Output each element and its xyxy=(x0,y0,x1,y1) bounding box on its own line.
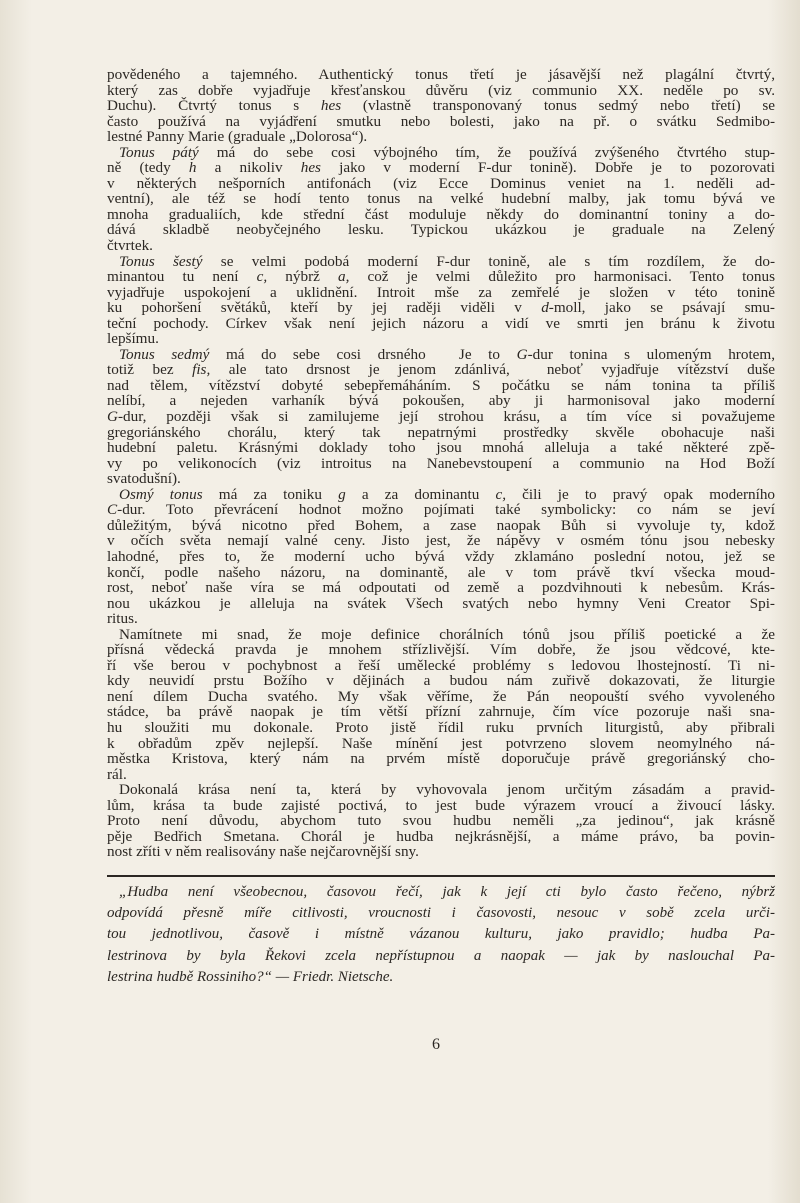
italic-term: Tonus šestý xyxy=(119,252,203,270)
paragraph xyxy=(107,627,775,782)
text-run: končí, podle našeho názoru, na dominantě, ale v tom právě tkví všecka moud- xyxy=(107,563,775,581)
text-run: se velmi podobá moderní F-dur tonině, ale s tím rozdílem, že do- xyxy=(202,252,776,270)
text-line xyxy=(107,114,775,130)
text-line xyxy=(107,829,775,845)
text-line xyxy=(107,331,775,347)
text-run: ritus. xyxy=(107,610,138,628)
text-run: a za dominantu xyxy=(345,485,496,503)
text-line xyxy=(107,767,775,783)
text-run: mnoha gradualiích, kde střední část moduluje někdy do dominantní toniny a do- xyxy=(107,205,775,223)
text-line xyxy=(107,393,775,409)
text-line xyxy=(107,658,775,674)
body-text xyxy=(107,67,775,860)
paragraph xyxy=(107,254,775,347)
text-run: totiž bez xyxy=(107,361,193,379)
text-line xyxy=(107,285,775,301)
text-run: lepšímu. xyxy=(107,330,159,348)
text-run: lům, krása ta bude zajisté poctivá, to jest bude výrazem vroucí a živoucí lásky. xyxy=(107,796,775,814)
text-run: k obřadům zpěv nejlepší. Naše mínění jest potvrzeno slovem neomylného ná- xyxy=(107,734,775,752)
text-line xyxy=(107,67,775,83)
text-line xyxy=(107,611,775,627)
italic-term: g xyxy=(338,485,346,503)
text-line xyxy=(107,704,775,720)
text-run: v některých nešporních antifonách (viz Ecce Dominus veniet na 1. neděli ad- xyxy=(107,174,775,192)
text-run: dává skladbě neobyčejného lesku. Typickou ukázkou je graduale na Zelený xyxy=(107,221,775,239)
text-run: vy po velikonocích (viz introitus na Nanebevstoupení a communio na Hod Boží xyxy=(107,454,775,472)
text-run: čili je to pravý opak moderního xyxy=(506,485,776,503)
text-run: Dokonalá krása není ta, která by vyhovovala jenom určitým zásadám a pravid- xyxy=(119,781,775,799)
italic-term: Tonus sedmý xyxy=(119,345,210,363)
text-run: ně (tedy xyxy=(107,159,189,177)
text-line xyxy=(107,160,775,176)
text-line xyxy=(107,425,775,441)
text-run: kdy neuvidí prstu Božího v dějinách a budou nám zuřivě dokazovati, že liturgie xyxy=(107,672,775,690)
paragraph xyxy=(107,487,775,627)
text-run: ří vše berou v pochybnost a řeší umělecké problémy s ledovou lhostejností. Ti ni- xyxy=(107,656,775,674)
text-line xyxy=(107,689,775,705)
italic-term: G xyxy=(107,408,118,426)
text-run: hudební paletu. Krásnými doklady toho jsou mnohá alleluja a také některé zpě- xyxy=(107,439,775,457)
text-run: svatodušní). xyxy=(107,470,181,488)
text-run: (vlastně transponovaný tonus sedmý nebo třetí) se xyxy=(341,97,776,115)
italic-term: Tonus pátý xyxy=(119,143,199,161)
text-run: není dílem Ducha svatého. My však věříme, že Pán neopouští svého vyvoleného xyxy=(107,687,775,705)
text-run: nad tělem, vítězství dobyté sebepřemáháním. S počátku se nám tonina ta příliš xyxy=(107,376,775,394)
text-run: minantou tu není xyxy=(107,268,257,286)
text-line xyxy=(107,378,775,394)
text-line xyxy=(107,565,775,581)
text-run: gregoriánského chorálu, který tak nepatrnými prostředky skvěle obohacuje naši xyxy=(107,423,775,441)
quote-line: tou jednotlivou, časově i místně vázanou kulturu, jako pravidlo; hudba Pa- xyxy=(107,926,775,943)
text-line xyxy=(107,751,775,767)
quote-line: lestrinova by byla Řekovi zcela nepřístupnou a naopak — jak by naslouchal Pa- xyxy=(107,947,775,964)
text-line xyxy=(107,596,775,612)
text-line xyxy=(107,518,775,534)
text-line xyxy=(107,782,775,798)
text-line xyxy=(107,720,775,736)
italic-term: d xyxy=(541,299,549,317)
text-line xyxy=(107,222,775,238)
text-run: vyjadřuje uspokojení a uklidnění. Introit mše za zemřelé je složen v této tonině xyxy=(107,283,775,301)
text-run: stádce, ba právě naopak je tím větší přízní zahrnuje, čím více pozoruje naši sna- xyxy=(107,703,775,721)
text-run: lestné Panny Marie (graduale „Dolorosa“). xyxy=(107,128,368,146)
text-run: rál. xyxy=(107,765,127,783)
paragraph xyxy=(107,347,775,487)
text-run: a nikoliv xyxy=(196,159,301,177)
text-run: jako v moderní F-dur tonině). Dobře je to pozorovati xyxy=(320,159,775,177)
text-run: což je velmi důležito pro harmonisaci. Tento tonus xyxy=(349,268,775,286)
text-line xyxy=(107,300,775,316)
text-line xyxy=(107,673,775,689)
text-run: -dur. Toto převrácení hodnot možno pojímati také symbolicky: co nám se jeví xyxy=(117,501,775,519)
italic-term: Osmý tonus xyxy=(119,485,203,503)
text-line xyxy=(107,145,775,161)
italic-term: hes xyxy=(300,159,321,177)
text-line xyxy=(107,98,775,114)
text-run: nelíbí, a nejeden varhaník bývá pokoušen, aby ji harmonisoval jako moderní xyxy=(107,392,775,410)
text-line xyxy=(107,471,775,487)
footnote-divider xyxy=(107,875,775,877)
italic-term: c, xyxy=(256,268,268,286)
text-line xyxy=(107,456,775,472)
text-line xyxy=(107,129,775,145)
text-line xyxy=(107,798,775,814)
text-run: pěje Bedřich Smetana. Chorál je hudba nejkrásnější, a máme právo, ba povin- xyxy=(107,827,775,845)
text-run: -moll, jako se psávají smu- xyxy=(548,299,775,317)
text-run: má za toniku xyxy=(202,485,339,503)
text-line xyxy=(107,347,775,363)
italic-term: a, xyxy=(337,268,350,286)
text-run: ale tato drsnost je jenom zdánlivá, neboť vyjadřuje vítězství duše xyxy=(210,361,775,379)
footnote-quote xyxy=(107,882,775,988)
text-run: městka Kristova, který nám na prvém místě doporučuje právě gregoriánský cho- xyxy=(107,750,775,768)
text-run: Proto není důvodu, abychom tuto svou hudbu neměli „za jedinou“, jak krásně xyxy=(107,812,775,830)
text-line xyxy=(107,642,775,658)
text-line xyxy=(107,207,775,223)
text-run: má do sebe cosi drsného Je to xyxy=(209,345,517,363)
text-run: Duchu). Čtvrtý tonus s xyxy=(107,97,321,115)
text-run: -dur tonina s ulomeným hrotem, xyxy=(527,345,776,363)
text-run: rost, neboť naše víra se má odpoutati od země a pozdvihnouti k nebesům. Krás- xyxy=(107,579,775,597)
text-run: čtvrtek. xyxy=(107,237,153,255)
text-run: má do sebe cosi výbojného tím, že používá zvýšeného čtvrtého stup- xyxy=(198,143,775,161)
quote-line: lestrina hudbě Rossiniho?“ — Friedr. Nietsche. xyxy=(107,968,394,985)
text-run: hu sloužiti mu dokonale. Proto jistě řídil ruku prvních liturgistů, aby přibrali xyxy=(107,718,775,736)
text-line xyxy=(107,440,775,456)
quote-line: „Hudba není všeobecnou, časovou řečí, jak k její cti bylo často řečeno, nýbrž xyxy=(119,884,775,900)
text-line xyxy=(107,844,775,860)
text-line xyxy=(107,269,775,285)
text-line xyxy=(107,487,775,503)
text-line xyxy=(107,83,775,99)
text-run: nýbrž xyxy=(267,268,338,286)
paragraph xyxy=(107,782,775,860)
text-line xyxy=(107,813,775,829)
text-run: často používá na vyjádření smutku nebo bolesti, jako na př. o svátku Sedmibo- xyxy=(107,112,775,130)
paragraph xyxy=(107,145,775,254)
text-run: v očích světa nemají valné ceny. Jisto jest, že nápěvy v osmém tónu jsou nebesky xyxy=(107,532,775,550)
text-line xyxy=(107,736,775,752)
text-run: povědeného a tajemného. Authentický tonus třetí je jásavější než plagální čtvrtý, xyxy=(107,66,775,83)
text-line xyxy=(107,362,775,378)
italic-term: hes xyxy=(320,97,342,115)
text-line xyxy=(107,533,775,549)
text-run: přísná vědecká pravda je mnohem střízlivější. Vím dobře, že jsou vědcové, kte- xyxy=(107,641,775,659)
text-line xyxy=(107,580,775,596)
text-line xyxy=(107,627,775,643)
text-line xyxy=(107,254,775,270)
text-run: ventní), ale též se hodí tento tonus na velké hudební malby, jak tomu bývá ve xyxy=(107,190,775,208)
text-run: který zas dobře vyjadřuje křesťanskou důvěru (viz communio XX. neděle po sv. xyxy=(107,81,775,99)
text-line xyxy=(107,316,775,332)
italic-term: C xyxy=(107,501,118,519)
text-run: teční pochody. Církev však není jejich názoru a vidí ve smrti jen bránu k životu xyxy=(107,314,775,332)
text-run: -dur, později však si zamilujeme její strohou krásu, a tím více si považujeme xyxy=(117,408,775,426)
text-run: nou ukázkou je alleluja na svátek Všech svatých nebo hymny Veni Creator Spi- xyxy=(107,594,775,612)
paragraph xyxy=(107,67,775,145)
italic-term: G xyxy=(516,345,528,363)
text-line xyxy=(107,409,775,425)
text-line xyxy=(107,502,775,518)
italic-term: fis, xyxy=(192,361,211,379)
text-run: lahodné, přes to, že moderní ucho bývá vždy zklamáno poslední notou, jež se xyxy=(107,547,775,565)
quote-line: odpovídá přesně míře citlivosti, vroucnosti i časovosti, nesouc v sobě zcela urči- xyxy=(107,905,775,922)
italic-term: c, xyxy=(495,485,507,503)
italic-term: h xyxy=(188,159,197,177)
text-run: důležitým, bývá nicotno před Bohem, a zase naopak Bůh si vyvoluje ty, kdož xyxy=(107,516,775,534)
page-number: 6 xyxy=(432,1036,440,1053)
text-line xyxy=(107,549,775,565)
text-run: ku pohoršení světáků, kteří by jej raději viděli v xyxy=(107,299,542,317)
text-run: Namítnete mi snad, že moje definice chorálních tónů jsou příliš poetické a že xyxy=(119,625,775,643)
text-line xyxy=(107,191,775,207)
text-line xyxy=(107,238,775,254)
text-line xyxy=(107,176,775,192)
text-run: nost zříti v něm realisovány naše nejčarovnější sny. xyxy=(107,843,419,861)
